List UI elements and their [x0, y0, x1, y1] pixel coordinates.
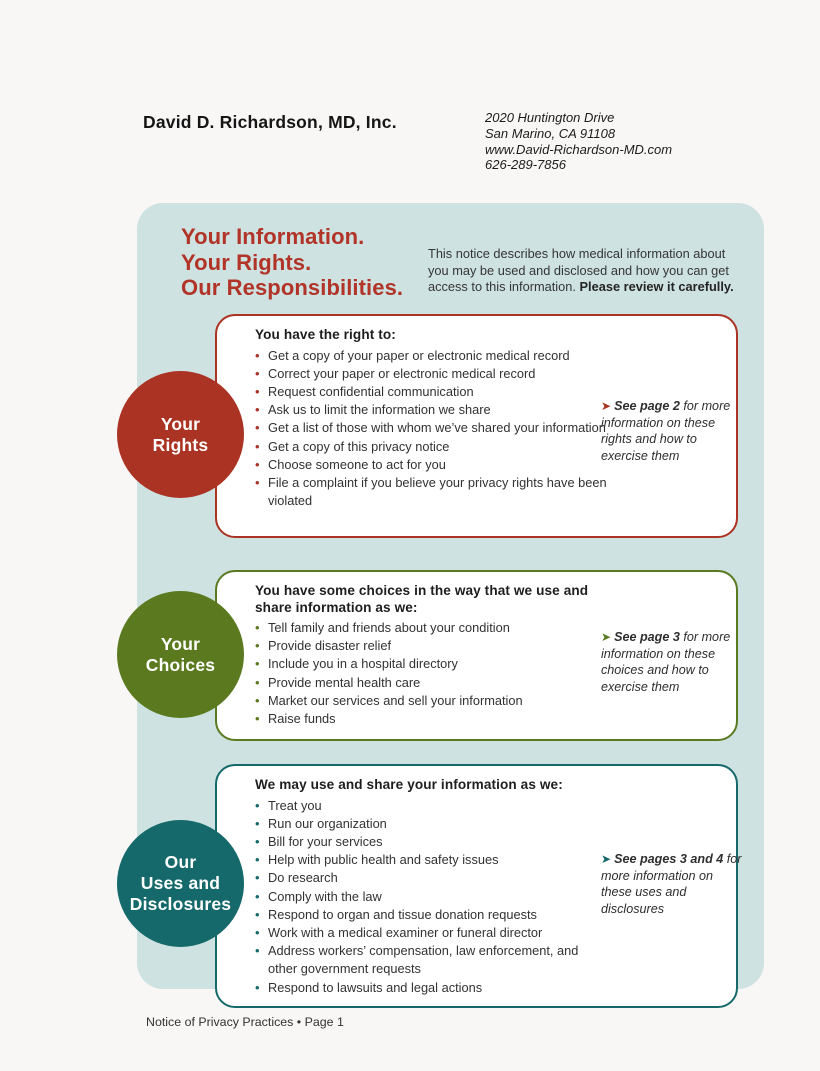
note-rest: for more information on these uses and disclosures: [601, 852, 742, 916]
badge-label-line: Choices: [145, 654, 216, 675]
see-page-note: [601, 629, 745, 695]
bullet-item: • Provide disaster relief: [255, 637, 607, 655]
section-your-rights-list: [255, 347, 607, 511]
bullet-item: • Provide mental health care: [255, 674, 607, 692]
banner-title: [181, 224, 403, 301]
section-your-rights-heading: You have the right to:: [255, 327, 396, 342]
note-rest: for more information on these choices and how to exercise them: [601, 630, 731, 694]
bullet-item: • Run our organization: [255, 815, 607, 833]
bullet-item: • Market our services and sell your information: [255, 692, 607, 710]
address-line: 2020 Huntington Drive: [485, 110, 615, 125]
badge-label-line: Your: [160, 633, 201, 654]
bullet-item: • Get a list of those with whom we’ve shared your information: [255, 419, 607, 437]
bullet-item: • Do research: [255, 869, 607, 887]
bullet-item: • Get a copy of this privacy notice: [255, 438, 607, 456]
note-bold: See page 3: [614, 630, 680, 644]
bullet-item: • Respond to organ and tissue donation requests: [255, 906, 607, 924]
arrowhead-icon: ➤: [601, 630, 612, 644]
note-bold: See page 2: [614, 399, 680, 413]
badge-your-rights: [117, 371, 244, 498]
bullet-item: • Include you in a hospital directory: [255, 655, 607, 673]
see-page-note: [601, 851, 745, 917]
address-line: www.David-Richardson-MD.com: [485, 141, 673, 157]
bullet-item: • Get a copy of your paper or electronic medical record: [255, 347, 607, 365]
intro-emphasis: Please review it carefully.: [579, 279, 734, 294]
bullet-item: • Correct your paper or electronic medical record: [255, 365, 607, 383]
bullet-item: • Help with public health and safety issues: [255, 851, 607, 869]
bullet-item: • File a complaint if you believe your privacy rights have been violated: [255, 474, 607, 510]
practice-address: [485, 110, 672, 173]
bullet-item: • Bill for your services: [255, 833, 607, 851]
page-footer: Notice of Privacy Practices • Page 1: [146, 1015, 344, 1029]
banner-title-line-2: Your Rights.: [181, 249, 312, 275]
bullet-item: • Comply with the law: [255, 888, 607, 906]
badge-label-line: Disclosures: [129, 894, 232, 914]
address-line: 626-289-7856: [485, 157, 566, 173]
section-uses-disclosures-heading: We may use and share your information as we:: [255, 777, 563, 792]
notice-intro: [428, 246, 738, 296]
badge-label-line: Your: [160, 413, 201, 434]
section-your-rights: [215, 314, 738, 538]
banner-title-line-3: Our Responsibilities.: [181, 275, 404, 300]
section-uses-disclosures: [215, 764, 742, 1008]
arrowhead-icon: ➤: [601, 399, 612, 413]
intro-text: This notice describes how medical information about you may be used and disclosed and how you can get access to this information.: [428, 246, 729, 294]
bullet-item: • Raise funds: [255, 710, 607, 728]
badge-label-line: Our: [164, 852, 197, 872]
badge-label-line: Uses and: [140, 873, 221, 893]
note-bold: See pages 3 and 4: [614, 852, 724, 866]
banner-title-line-1: Your Information.: [181, 224, 365, 249]
section-your-choices-list: [255, 619, 607, 728]
section-uses-disclosures-list: [255, 797, 607, 997]
practice-name: David D. Richardson, MD, Inc.: [143, 112, 397, 132]
bullet-item: • Treat you: [255, 797, 607, 815]
bullet-item: • Work with a medical examiner or funeral director: [255, 924, 607, 942]
badge-your-choices: [117, 591, 244, 718]
section-your-choices-heading: You have some choices in the way that we use and share information as we:: [255, 583, 589, 615]
see-page-note: [601, 398, 745, 464]
bullet-item: • Request confidential communication: [255, 383, 607, 401]
badge-uses-disclosures: [117, 820, 244, 947]
address-line: San Marino, CA 91108: [485, 125, 616, 141]
note-rest: for more information on these rights and how to exercise them: [601, 399, 731, 463]
section-your-choices: [215, 570, 738, 741]
badge-label-line: Rights: [152, 434, 209, 455]
bullet-item: • Respond to lawsuits and legal actions: [255, 979, 607, 997]
arrowhead-icon: ➤: [601, 852, 612, 866]
bullet-item: • Tell family and friends about your condition: [255, 619, 607, 637]
bullet-item: • Address workers’ compensation, law enforcement, and other government requests: [255, 942, 607, 978]
bullet-item: • Choose someone to act for you: [255, 456, 607, 474]
bullet-item: • Ask us to limit the information we share: [255, 401, 607, 419]
